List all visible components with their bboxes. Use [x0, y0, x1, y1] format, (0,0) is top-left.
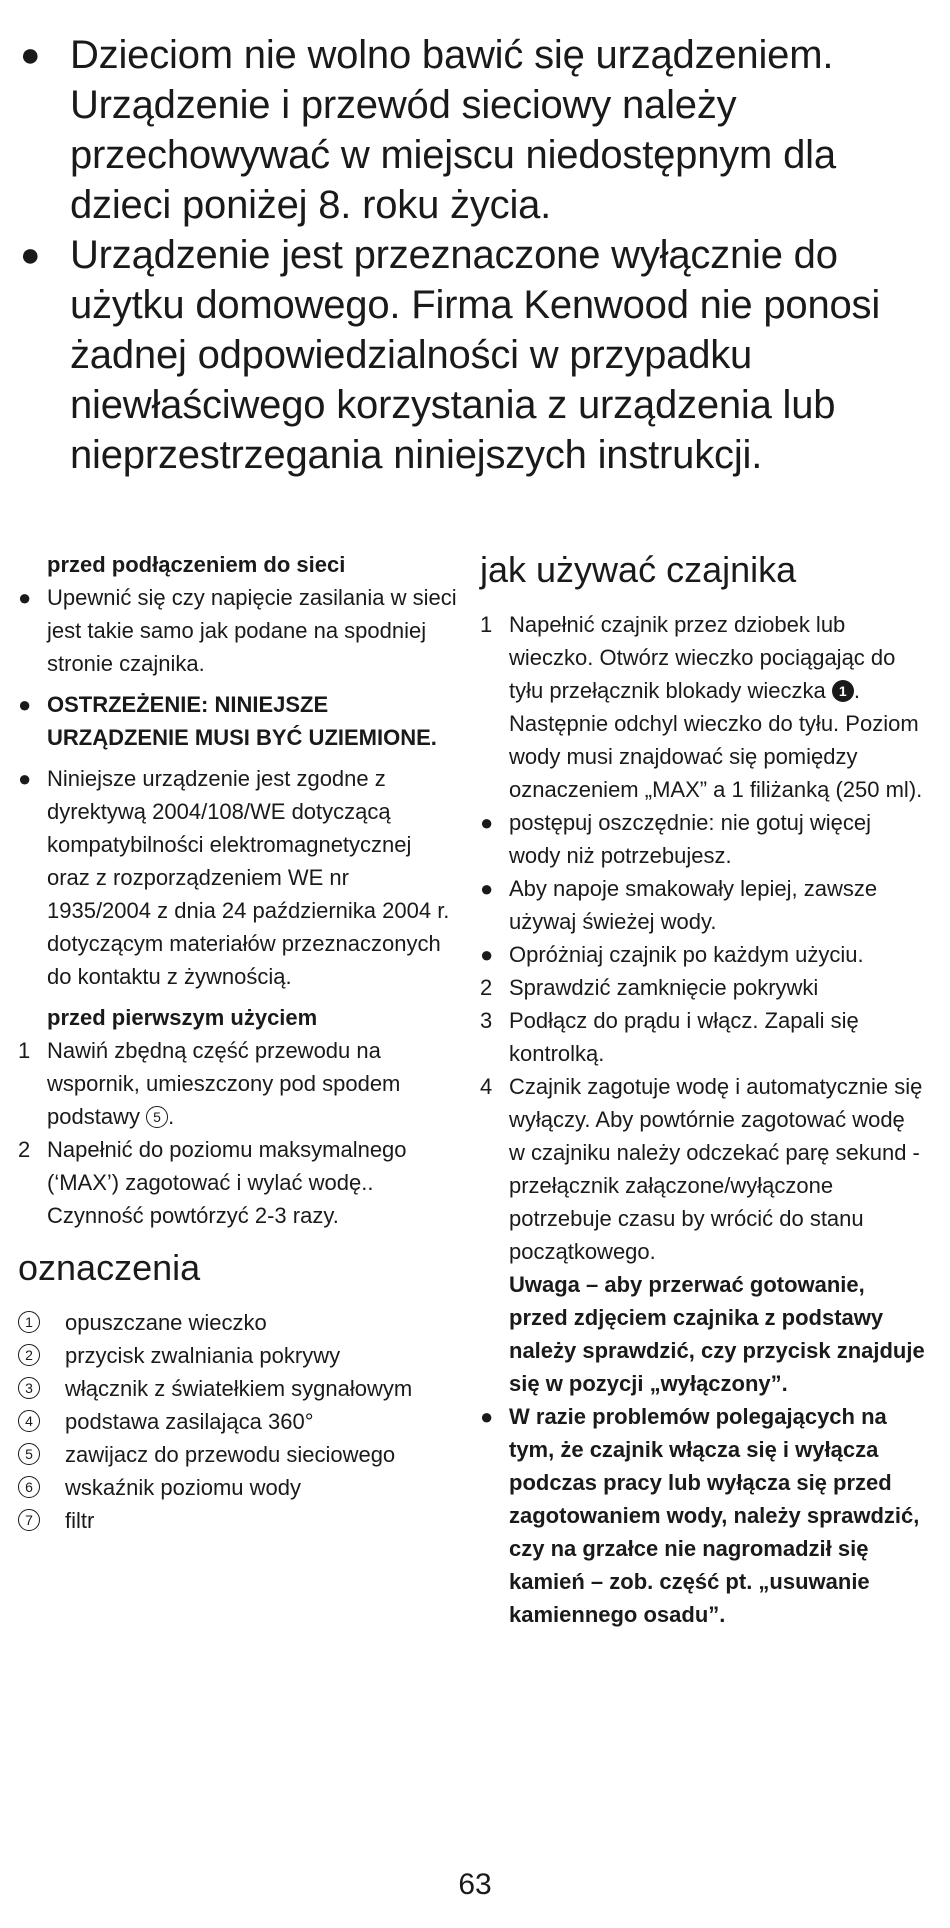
bullet-icon: ● [18, 766, 32, 791]
legend-item [18, 1504, 458, 1537]
circled-number-icon: 2 [18, 1344, 40, 1366]
legend-label: opuszczane wieczko [65, 1310, 267, 1335]
legend-label: podstawa zasilająca 360° [65, 1409, 314, 1434]
circled-number-icon: 5 [146, 1106, 168, 1128]
right-column [480, 548, 925, 1631]
list-item: 1 Napełnić czajnik przez dziobek lub wieczko. Otwórz wieczko pociągając do tyłu przełącznik blokady wieczka 1 . Następnie odchyl wieczko do tyłu. Poziom wody musi znajdować się pomiędzy oznaczeniem „MAX” a 1 filiżanką (250 ml). [480, 612, 923, 802]
list-item: ● postępuj oszczędnie: nie gotuj więcej wody niż potrzebujesz. [480, 806, 925, 872]
bullet-icon: ● [18, 585, 32, 610]
list-item: ● Opróżniaj czajnik po każdym użyciu. [480, 938, 925, 971]
filled-circled-number-icon: 1 [832, 680, 854, 702]
list-item: ● Upewnić się czy napięcie zasilania w sieci jest takie samo jak podane na spodniej stronie czajnika. [18, 581, 458, 680]
list-item-troubleshoot: ● W razie problemów polegających na tym, że czajnik włącza się i wyłącza podczas pracy lub wyłącza się przed zagotowaniem wody, należy sprawdzić, czy na grzałce nie nagromadził się kamień – zob. część pt. „usuwanie kamiennego osadu”. [480, 1400, 925, 1631]
warning-household-use [18, 230, 928, 480]
bullet-icon: ● [20, 36, 41, 74]
legend-label: włącznik z światełkiem sygnałowym [65, 1376, 413, 1401]
list-item: ● Aby napoje smakowały lepiej, zawsze używaj świeżej wody. [480, 872, 925, 938]
note-text: Uwaga – aby przerwać gotowanie, przed zdjęciem czajnika z podstawy należy sprawdzić, czy przycisk znajduje się w pozycji „wyłączony”. [509, 1272, 925, 1396]
warning-children [18, 30, 928, 230]
left-column [18, 548, 458, 1537]
page-number: 63 [458, 1868, 492, 1901]
bullet-icon: ● [20, 236, 41, 274]
section-heading-before-mains: przed podłączeniem do sieci [47, 552, 346, 577]
warning-text: Urządzenie jest przeznaczone wyłącznie do użytku domowego. Firma Kenwood nie ponosi żadnej odpowiedzialności w przypadku niewłaściwego korzystania z urządzenia lub nieprzestrzegania niniejszych instrukcji. [70, 233, 881, 477]
list-item: 1 Nawiń zbędną część przewodu na wspornik, umieszczony pod spodem podstawy 5 . [18, 1038, 401, 1129]
usage-heading: jak używać czajnika [480, 549, 797, 590]
list-item: 2 Napełnić do poziomu maksymalnego (‘MAX’) zagotować i wylać wodę.. Czynność powtórzyć 2-3 razy. [18, 1137, 407, 1228]
legend-item [18, 1339, 458, 1372]
circled-number-icon: 3 [18, 1377, 40, 1399]
list-item: 3 Podłącz do prądu i włącz. Zapali się kontrolką. [480, 1008, 859, 1066]
list-item-earthing-warning: ● OSTRZEŻENIE: NINIEJSZE URZĄDZENIE MUSI BYĆ UZIEMIONE. [18, 688, 458, 754]
circled-number-icon: 6 [18, 1476, 40, 1498]
legend-label: zawijacz do przewodu sieciowego [65, 1442, 396, 1467]
list-item: 2 Sprawdzić zamknięcie pokrywki [480, 975, 819, 1000]
legend-list [18, 1306, 458, 1537]
bullet-icon: ● [18, 692, 32, 717]
circled-number-icon: 1 [18, 1311, 40, 1333]
legend-item [18, 1405, 458, 1438]
bullet-icon: ● [480, 942, 494, 967]
list-item: ● Niniejsze urządzenie jest zgodne z dyrektywą 2004/108/WE dotyczącą kompatybilności elektromagnetycznej oraz z rozporządzeniem WE nr 1935/2004 z dnia 24 października 2004 r. dotyczącym materiałów przeznaczonych do kontaktu z żywnością. [18, 762, 458, 993]
legend-item [18, 1471, 458, 1504]
legend-item [18, 1372, 458, 1405]
bullet-icon: ● [480, 876, 494, 901]
circled-number-icon: 5 [18, 1443, 40, 1465]
warning-text: Dzieciom nie wolno bawić się urządzeniem. Urządzenie i przewód sieciowy należy przechowywać w miejscu niedostępnym dla dzieci poniżej 8. roku życia. [70, 33, 836, 227]
bullet-icon: ● [480, 810, 494, 835]
top-warnings [18, 30, 928, 480]
section-heading-first-use: przed pierwszym użyciem [47, 1005, 318, 1030]
legend-label: wskaźnik poziomu wody [65, 1475, 301, 1500]
circled-number-icon: 4 [18, 1410, 40, 1432]
circled-number-icon: 7 [18, 1509, 40, 1531]
legend-heading: oznaczenia [18, 1247, 201, 1288]
list-item: 4 Czajnik zagotuje wodę i automatycznie się wyłączy. Aby powtórnie zagotować wodę w czajniku należy odczekać parę sekund - przełącznik załączone/wyłączone potrzebuje czasu by wrócić do stanu początkowego. Uwaga – aby przerwać gotowanie, przed zdjęciem czajnika z podstawy należy sprawdzić, czy przycisk znajduje się w pozycji „wyłączony”. [480, 1070, 925, 1400]
legend-label: przycisk zwalniania pokrywy [65, 1343, 341, 1368]
bullet-icon: ● [480, 1404, 494, 1429]
legend-item [18, 1306, 458, 1339]
legend-label: filtr [65, 1508, 95, 1533]
legend-item [18, 1438, 458, 1471]
